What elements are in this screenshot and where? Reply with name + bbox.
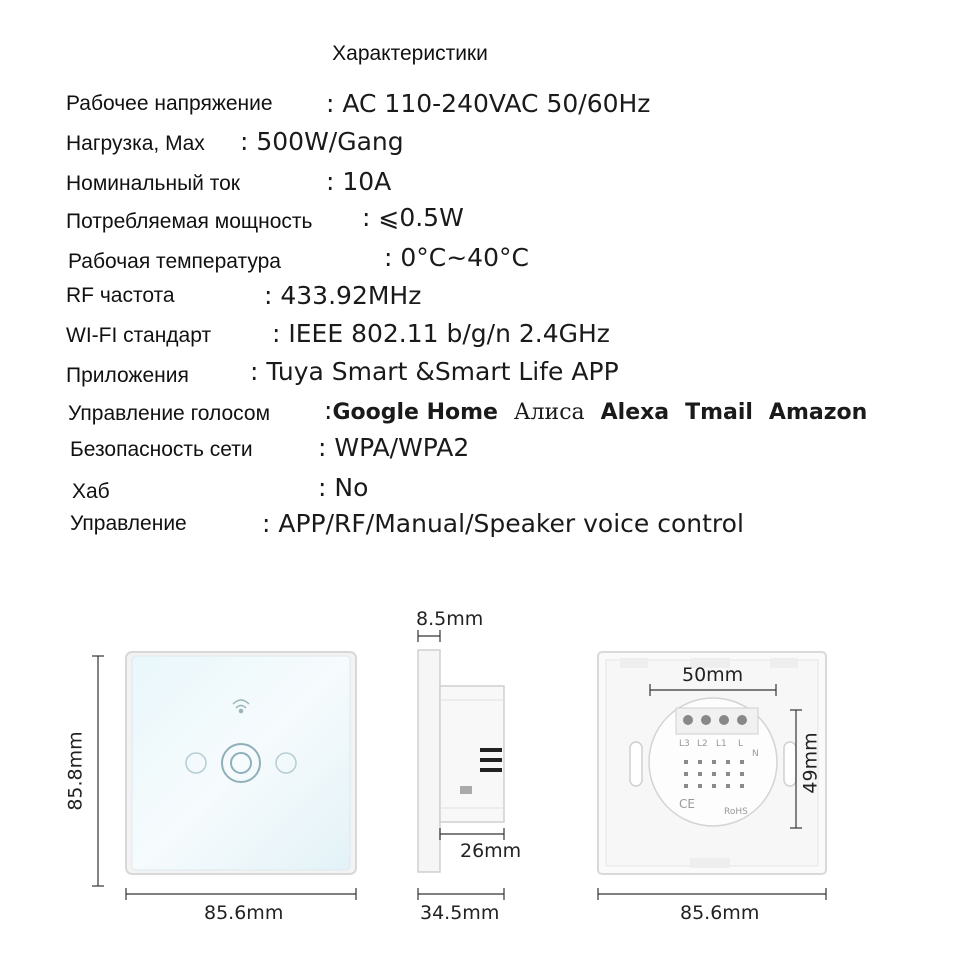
spec-label: Потребляемая мощность <box>66 210 313 233</box>
back-width-dimension <box>598 888 826 900</box>
spec-label: Управление голосом <box>68 402 271 425</box>
voice-colon: : <box>324 396 333 425</box>
terminal-label: L1 <box>716 739 727 749</box>
front-view <box>92 652 356 900</box>
side-depth-total-label: 34.5mm <box>420 902 500 924</box>
back-width-label: 85.6mm <box>680 902 760 924</box>
spec-value: : ⩽0.5W <box>362 203 464 232</box>
spec-label: Нагрузка, Max <box>66 132 205 155</box>
front-height-label: 85.8mm <box>64 731 87 811</box>
voice-alice: Алиса <box>513 400 585 425</box>
spec-label: Безопасность сети <box>70 438 253 461</box>
side-thickness-dimension <box>418 630 440 642</box>
rohs-mark: RoHS <box>724 807 748 817</box>
front-width-dimension <box>126 888 356 900</box>
spec-title: Характеристики <box>332 42 488 65</box>
spec-value: : 0°C~40°C <box>384 243 529 272</box>
back-hole-spacing-label: 50mm <box>682 664 744 686</box>
spec-value: : APP/RF/Manual/Speaker voice control <box>262 509 744 538</box>
neutral-label: N <box>752 749 759 759</box>
side-depth-total-dimension <box>418 888 504 900</box>
spec-label: Управление <box>70 512 187 535</box>
voice-alexa: Alexa <box>600 400 670 425</box>
spec-value: : 500W/Gang <box>240 127 404 156</box>
spec-value: : 10A <box>326 167 392 196</box>
back-hole-height-label: 49mm <box>799 732 822 794</box>
side-depth-inner-dimension <box>440 828 504 840</box>
side-depth-inner-label: 26mm <box>460 840 522 862</box>
spec-value: : 433.92MHz <box>264 281 422 310</box>
spec-value: : No <box>318 473 369 502</box>
spec-label: Рабочее напряжение <box>66 92 273 115</box>
spec-value: : IEEE 802.11 b/g/n 2.4GHz <box>272 319 610 348</box>
spec-label: Номинальный ток <box>66 172 240 195</box>
terminal-label: L <box>738 739 744 749</box>
ce-mark: CE <box>679 797 695 811</box>
spec-label: WI-FI стандарт <box>66 324 212 347</box>
back-view <box>598 652 826 900</box>
voice-amazon: Amazon <box>768 400 868 425</box>
spec-label: Приложения <box>66 364 189 387</box>
side-thickness-label: 8.5mm <box>416 608 484 630</box>
spec-value: : WPA/WPA2 <box>318 433 470 462</box>
spec-label: Хаб <box>72 480 110 503</box>
terminal-label: L2 <box>697 739 708 749</box>
front-height-dimension <box>92 656 104 886</box>
front-width-label: 85.6mm <box>204 902 284 924</box>
spec-value: : Tuya Smart &Smart Life APP <box>250 357 619 386</box>
voice-google-home: Google Home <box>332 400 498 425</box>
voice-tmall: Tmail <box>685 400 753 425</box>
terminal-label: L3 <box>679 739 690 749</box>
spec-label: RF частота <box>66 284 175 307</box>
spec-label: Рабочая температура <box>68 250 281 273</box>
spec-value: : AC 110-240VAC 50/60Hz <box>326 89 651 118</box>
